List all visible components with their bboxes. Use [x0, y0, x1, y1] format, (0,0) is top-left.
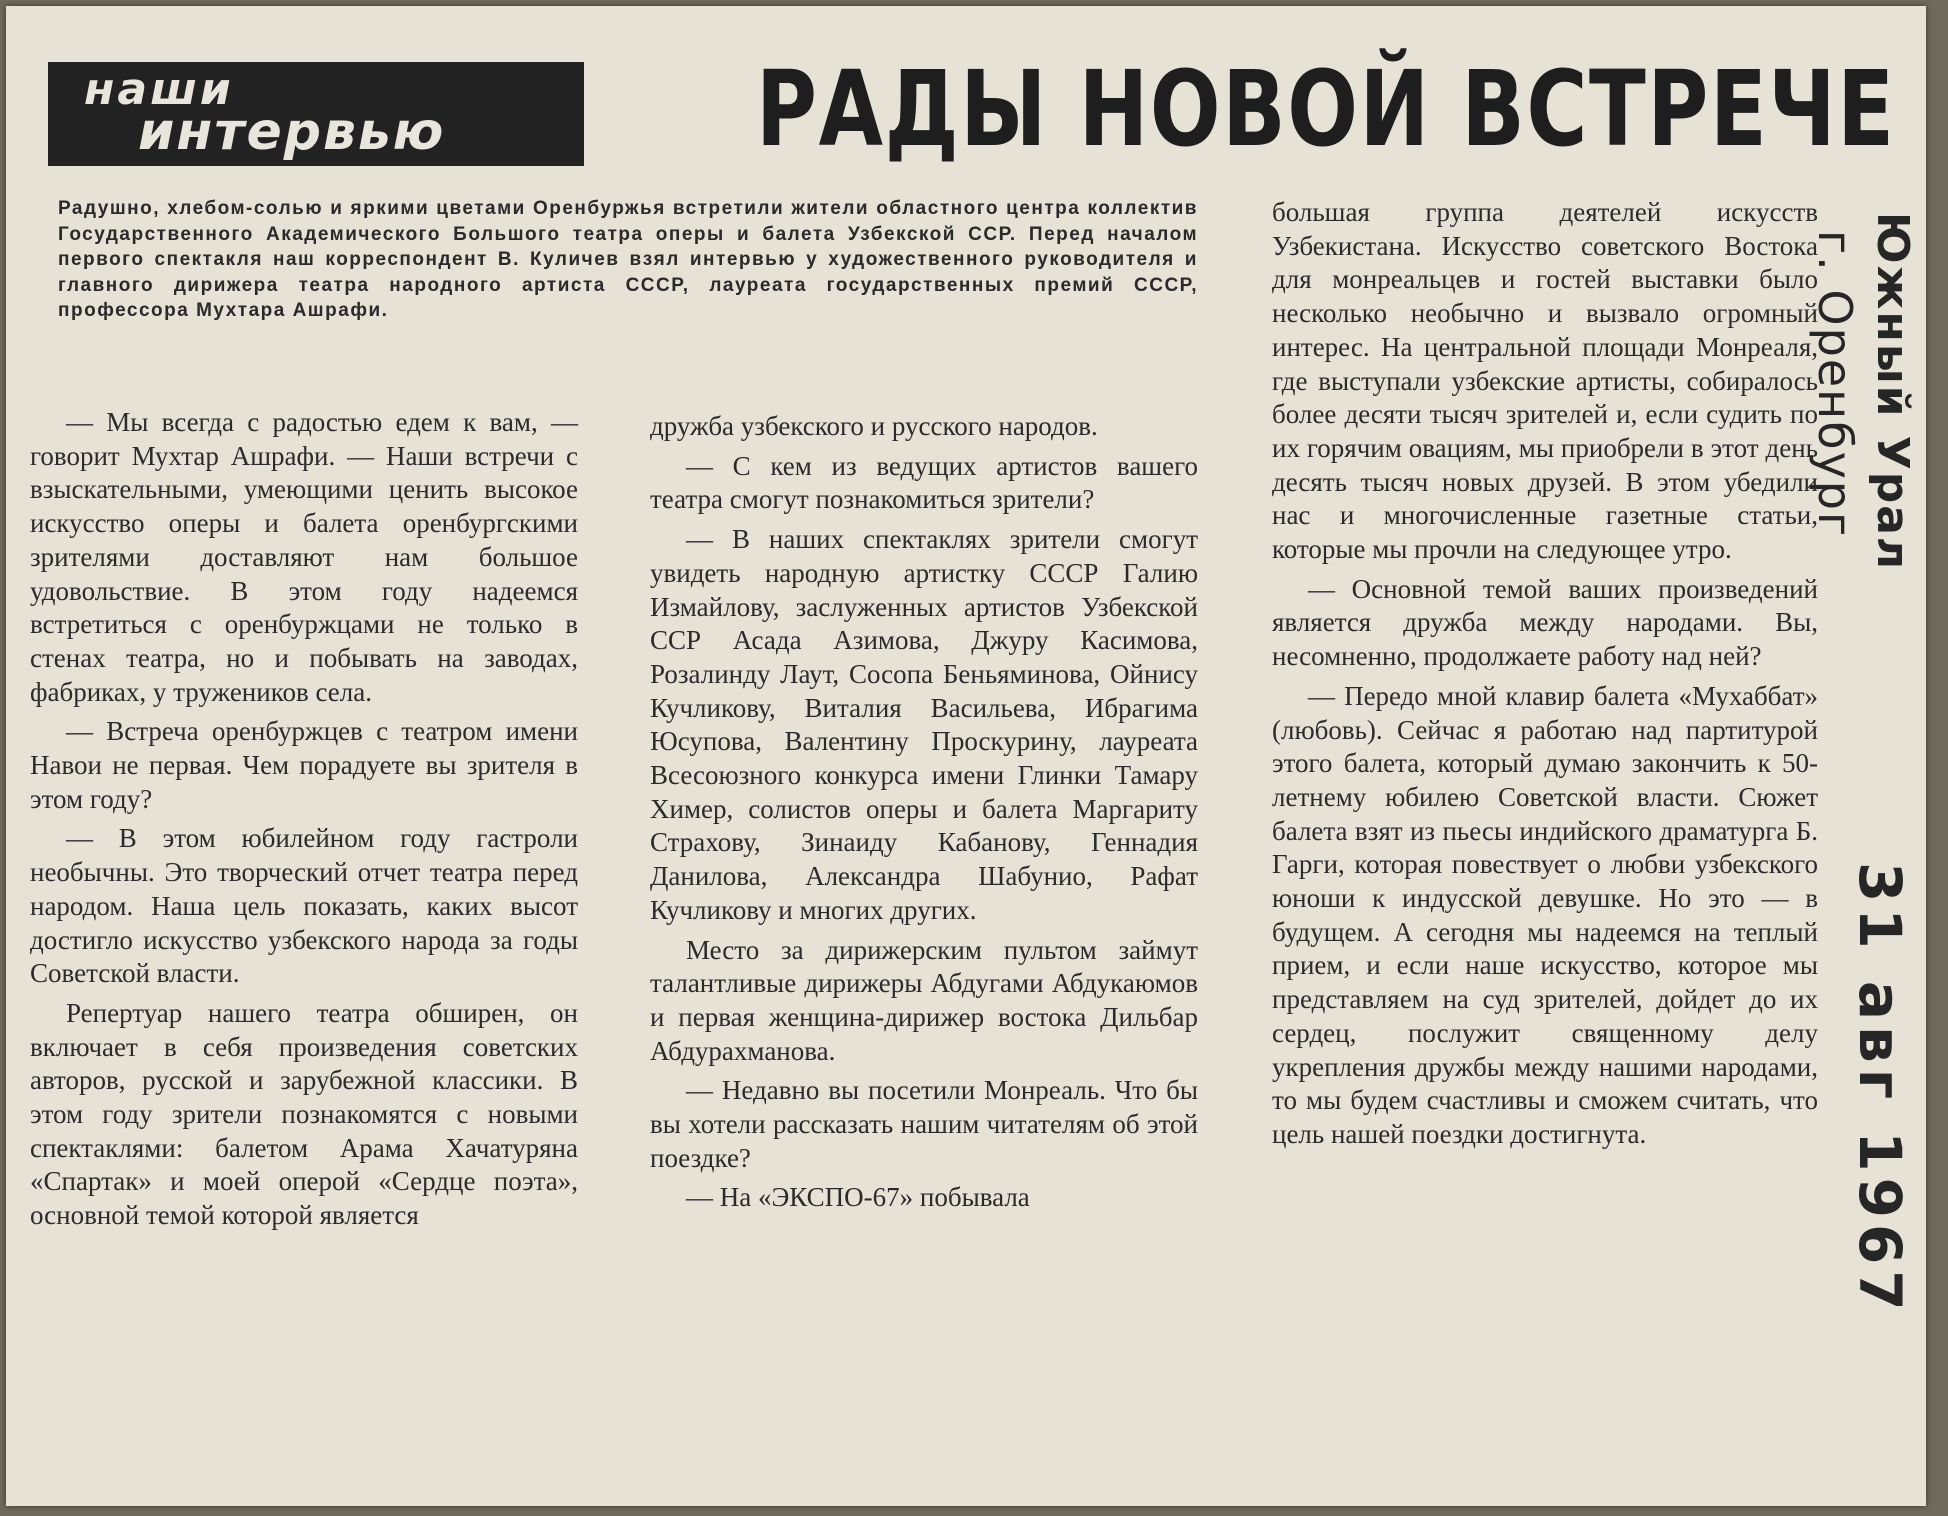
column-2 [650, 410, 1198, 1221]
paragraph: Место за дирижерским пультом займут талантливые дирижеры Абдугами Абдукаюмов и первая женщина-дирижер востока Дильбар Абдурахманова. [650, 934, 1198, 1066]
paragraph: — Передо мной клавир балета «Мухаббат» (любовь). Сейчас я работаю над партитурой этого балета, который думаю закончить к 50-летнему юбилею Советской власти. Сюжет балета взят из пьесы индийского драматурга Б. Гарги, которая повествует о любви узбекского юноши к индусской девушке. Но это — в будущем. А сегодня мы надеемся на теплый прием, и если наше искусство, которое мы представляем на суд зрителей, дойдет до их сердец, послужит священному делу укрепления дружбы между нашими народами, то мы будем счастливы и сможем считать, что цель нашей поездки достигнута. [1272, 680, 1818, 1149]
article-headline: РАДЫ НОВОЙ ВСТРЕЧЕ [756, 48, 1896, 170]
paragraph: — Основной темой ваших произведений является дружба между народами. Вы, несомненно, продолжаете работу над ней? [1272, 573, 1818, 672]
city-stamp: г. Оренбург [1808, 230, 1862, 539]
newspaper-clipping [6, 6, 1926, 1506]
paragraph: — Мы всегда с радостью едем к вам, — говорит Мухтар Ашрафи. — Наши встречи с взыскательными, умеющими ценить высокое искусство оперы и балета оренбургскими зрителями доставляют нам большое удовольствие. В этом году надеемся встретиться с оренбуржцами не только в стенах театра, но и побывать на заводах, фабриках, у тружеников села. [30, 407, 578, 707]
section-rubric [48, 62, 584, 166]
paragraph: — На «ЭКСПО-67» побывала [686, 1182, 1030, 1213]
paragraph: — Недавно вы посетили Монреаль. Что бы вы хотели рассказать нашим читателям об этой поездке? [650, 1075, 1198, 1173]
paragraph: Репертуар нашего театра обширен, он включает в себя произведения советских авторов, русской и зарубежной классики. В этом году зрители познакомятся с новыми спектаклями: балетом Арама Хачатуряна «Спартак» и моей оперой «Сердце поэта», основной темой которой является [30, 997, 578, 1231]
paragraph: большая группа деятелей искусств Узбекистана. Искусство советского Востока для монреальцев и гостей выставки было несколько необычно и вызвало огромный интерес. На центральной площади Монреаля, где выступали узбекские артисты, собиралось более десяти тысяч зрителей и, если судить по их горячим овациям, мы приобрели в этот день десять тысяч новых друзей. В этом убедили нас и многочисленные газетные статьи, которые мы прочли на следующее утро. [1272, 197, 1818, 565]
paragraph: — В этом юбилейном году гастроли необычны. Это творческий отчет театра перед народом. Наша цель показать, каких высот достигло искусство узбекского народа за годы Советской власти. [30, 823, 578, 989]
publication-stamp: Южный Урал [1867, 212, 1918, 572]
rubric-line-2: интервью [138, 102, 446, 162]
paragraph: дружба узбекского и русского народов. [650, 411, 1098, 441]
column-3 [1272, 196, 1818, 1158]
paragraph: — Встреча оренбуржцев с театром имени Навои не первая. Чем порадуете вы зрителя в этом году? [30, 716, 578, 814]
date-stamp: 31 авг 1967 [1846, 862, 1914, 1317]
paragraph: — В наших спектаклях зрители смогут увидеть народную артистку СССР Галию Измайлову, заслуженных артистов Узбекской ССР Асада Азимова, Джуру Касимова, Розалинду Лаут, Сосопа Беньяминова, Ойнису Кучликову, Виталия Васильева, Ибрагима Юсупова, Валентину Проскурину, лауреата Всесоюзного конкурса имени Глинки Тамару Химер, солистов оперы и балета Маргариту Страхову, Зинаиду Кабанову, Геннадия Данилова, Александра Шабунио, Рафат Кучликову и многих других. [650, 524, 1198, 925]
column-1 [30, 406, 578, 1239]
rubric-line-1: наши [84, 64, 234, 115]
paragraph: — С кем из ведущих артистов вашего театра смогут познакомиться зрители? [650, 450, 1198, 515]
article-lead: Радушно, хлебом-солью и яркими цветами Оренбуржья встретили жители областного центра коллектив Государственного Академического Большого театра оперы и балета Узбекской ССР. Перед началом первого спектакля наш корреспондент В. Куличев взял интервью у художественного руководителя и главного дирижера театра народного артиста СССР, лауреата государственных премий СССР, профессора Мухтара Ашрафи. [58, 198, 1198, 321]
